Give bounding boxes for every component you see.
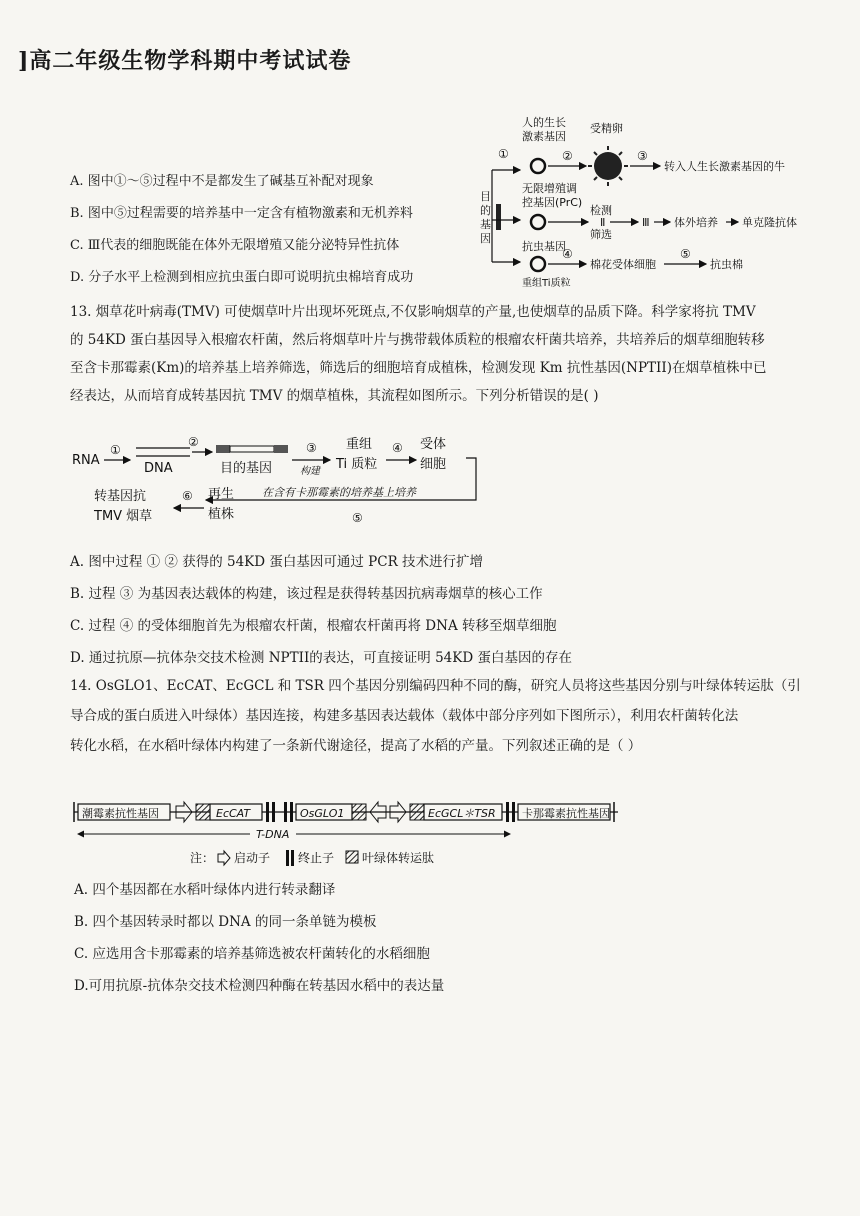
q12-row2-gene-0: 无限增殖调 [522, 182, 577, 195]
q12-plasmid-1 [531, 159, 545, 173]
q12-left-label-3: 因 [480, 232, 491, 245]
q12-row1-gene-1: 激素基因 [522, 130, 566, 143]
q14-option-c: C. 应选用含卡那霉素的培养基筛选被农杆菌转化的水稻细胞 [74, 946, 430, 962]
q13-gene-end-left [216, 445, 230, 453]
q14-stem-line-2: 导合成的蛋白质进入叶绿体）基因连接，构建多基因表达载体（载体中部分序列如下图所示），利用农杆菌转化法 [70, 708, 739, 724]
q13-stem-line-4: 经表达，从而培育成转基因抗 TMV 的烟草植株，其流程如图所示。下列分析错误的是( ) [70, 388, 599, 404]
q13-recv-0: 受体 [420, 437, 447, 452]
q13-medium-label: 在含有卡那霉素的培养基上培养 [262, 486, 416, 499]
q14-legend-promoter-icon [218, 851, 230, 865]
q13-step-1: ① [110, 443, 121, 457]
q12-left-label-1: 的 [480, 204, 491, 217]
q13-gene: 目的基因 [220, 461, 273, 476]
q14-legend-promoter: 启动子 [234, 851, 271, 865]
q13-flowchart [70, 428, 490, 536]
q13-option-d: D. 通过抗原—抗体杂交技术检测 NPTII的表达，可直接证明 54KD 蛋白基因的存在 [70, 650, 572, 666]
q12-row2-result: 单克隆抗体 [742, 216, 797, 229]
q13-final-1: TMV 烟草 [94, 509, 153, 524]
q14-legend-peptide: 叶绿体转运肽 [362, 851, 435, 865]
q12-check-1: 筛选 [590, 228, 612, 241]
q13-build-label: 构建 [300, 466, 320, 477]
q12-left-label-0: 目 [480, 190, 491, 203]
q14-peptide-2 [352, 804, 366, 820]
q13-step-2: ② [188, 435, 199, 449]
q13-step-4: ④ [392, 441, 403, 455]
q13-option-a: A. 图中过程 ① ② 获得的 54KD 蛋白基因可通过 PCR 技术进行扩增 [70, 554, 484, 570]
q14-legend-note: 注： [190, 851, 215, 865]
q14-legend-terminator: 终止子 [298, 851, 335, 865]
q14-ecgcl: EcGCL＊TSR [428, 807, 496, 820]
q14-options [74, 876, 834, 1000]
q13-stem-line-1: 13. 烟草花叶病毒(TMV) 可使烟草叶片出现坏死斑点,不仅影响烟草的产量,也使烟草的品质下降。科学家将抗 TMV [70, 304, 756, 320]
q14-terminator-2 [284, 802, 287, 822]
q12-row3-cell: 棉花受体细胞 [590, 258, 656, 271]
q12-option-a: A. 图中①～⑤过程中不是都发生了碱基互补配对现象 [70, 174, 374, 189]
q13-step-3: ③ [306, 441, 317, 455]
q12-ii-label: Ⅱ [600, 216, 606, 229]
q14-kan: 卡那霉素抗性基因 [522, 807, 610, 820]
q13-rna: RNA [72, 453, 100, 468]
q12-diagram [470, 112, 810, 292]
q12-plasmid-3 [531, 257, 545, 271]
page-title: ]高二年级生物学科期中考试试卷 [18, 48, 352, 74]
q13-step-5: ⑤ [352, 511, 363, 525]
q14-terminator-3 [506, 802, 509, 822]
q14-option-b: B. 四个基因转录时都以 DNA 的同一条单链为模板 [74, 914, 377, 930]
q12-egg-label: 受精卵 [590, 122, 623, 135]
q13-regen-1: 植株 [208, 507, 235, 522]
q14-hyg: 潮霉素抗性基因 [82, 807, 159, 820]
q13-stem-line-3: 至含卡那霉素(Km)的培养基上培养筛选，筛选后的细胞培育成植株，检测发现 Km 抗性基因(NPTII)在烟草植株中已 [70, 360, 767, 376]
q12-gene-bar [496, 204, 501, 230]
q14-stem-line-3: 转化水稻，在水稻叶绿体内构建了一条新代谢途径，提高了水稻的产量。下列叙述正确的是（ ） [70, 738, 642, 754]
q12-step-4: ④ [562, 247, 573, 261]
q12-step-5: ⑤ [680, 247, 691, 261]
q12-row1-gene-0: 人的生长 [522, 116, 566, 129]
q12-check-0: 检测 [590, 204, 612, 217]
q12-row2-step: 体外培养 [674, 216, 718, 229]
q14-legend-peptide-icon [346, 851, 358, 863]
q13-gene-body [230, 446, 274, 452]
q14-stem-line-1: 14. OsGLO1、EcCAT、EcGCL 和 TSR 四个基因分别编码四种不同的酶，研究人员将这些基因分别与叶绿体转运肽（引 [70, 678, 801, 694]
q12-row2-gene-1: 控基因(PrC) [522, 196, 583, 209]
q12-option-d: D. 分子水平上检测到相应抗虫蛋白即可说明抗虫棉培育成功 [70, 270, 414, 285]
q13-ti-1: Ti 质粒 [336, 457, 378, 472]
q13-recv-1: 细胞 [420, 457, 447, 472]
q14-tdna: T-DNA [256, 828, 290, 841]
q14-stem [70, 672, 830, 760]
q14-terminator-1 [266, 802, 269, 822]
q13-gene-end-right [274, 445, 288, 453]
q12-step-3: ③ [637, 149, 648, 163]
q13-final-0: 转基因抗 [94, 489, 147, 504]
q13-dna: DNA [144, 461, 173, 476]
q14-osglo: OsGLO1 [300, 807, 345, 820]
q14-legend-terminator-icon [286, 850, 289, 866]
q12-egg-cell [594, 152, 622, 180]
q13-step-6: ⑥ [182, 489, 193, 503]
q12-row1-result: 转入人生长激素基因的牛 [664, 160, 785, 173]
q13-ti-0: 重组 [346, 437, 373, 452]
q12-plasmid-2 [531, 215, 545, 229]
q12-row3-result: 抗虫棉 [710, 258, 743, 271]
q14-option-d: D.可用抗原-抗体杂交技术检测四种酶在转基因水稻中的表达量 [74, 978, 445, 994]
q12-left-label-2: 基 [480, 218, 491, 231]
q13-option-c: C. 过程 ④ 的受体细胞首先为根瘤农杆菌，根瘤农杆菌再将 DNA 转移至烟草细胞 [70, 618, 557, 634]
q13-option-b: B. 过程 ③ 为基因表达载体的构建，该过程是获得转基因抗病毒烟草的核心工作 [70, 586, 543, 602]
q12-option-b: B. 图中⑤过程需要的培养基中一定含有植物激素和无机养料 [70, 206, 413, 221]
q13-options [70, 548, 830, 676]
q12-row3-gene: 抗虫基因 [522, 240, 566, 253]
q12-iii-label: Ⅲ [642, 216, 650, 229]
q12-step-2: ② [562, 149, 573, 163]
q14-option-a: A. 四个基因都在水稻叶绿体内进行转录翻译 [74, 882, 336, 898]
q14-vector-diagram [70, 790, 630, 870]
q12-row3-plasmid: 重组Ti质粒 [522, 278, 571, 289]
q14-ecat: EcCAT [216, 807, 251, 820]
q14-peptide-3 [410, 804, 424, 820]
q13-regen-0: 再生 [208, 487, 235, 502]
q12-option-c: C. Ⅲ代表的细胞既能在体外无限增殖又能分泌特异性抗体 [70, 238, 400, 253]
q12-step-1: ① [498, 147, 509, 161]
q14-peptide-1 [196, 804, 210, 820]
q13-stem [70, 298, 830, 410]
q13-stem-line-2: 的 54KD 蛋白基因导入根瘤农杆菌，然后将烟草叶片与携带载体质粒的根瘤农杆菌共培养，共培养后的烟草细胞转移 [70, 332, 765, 348]
